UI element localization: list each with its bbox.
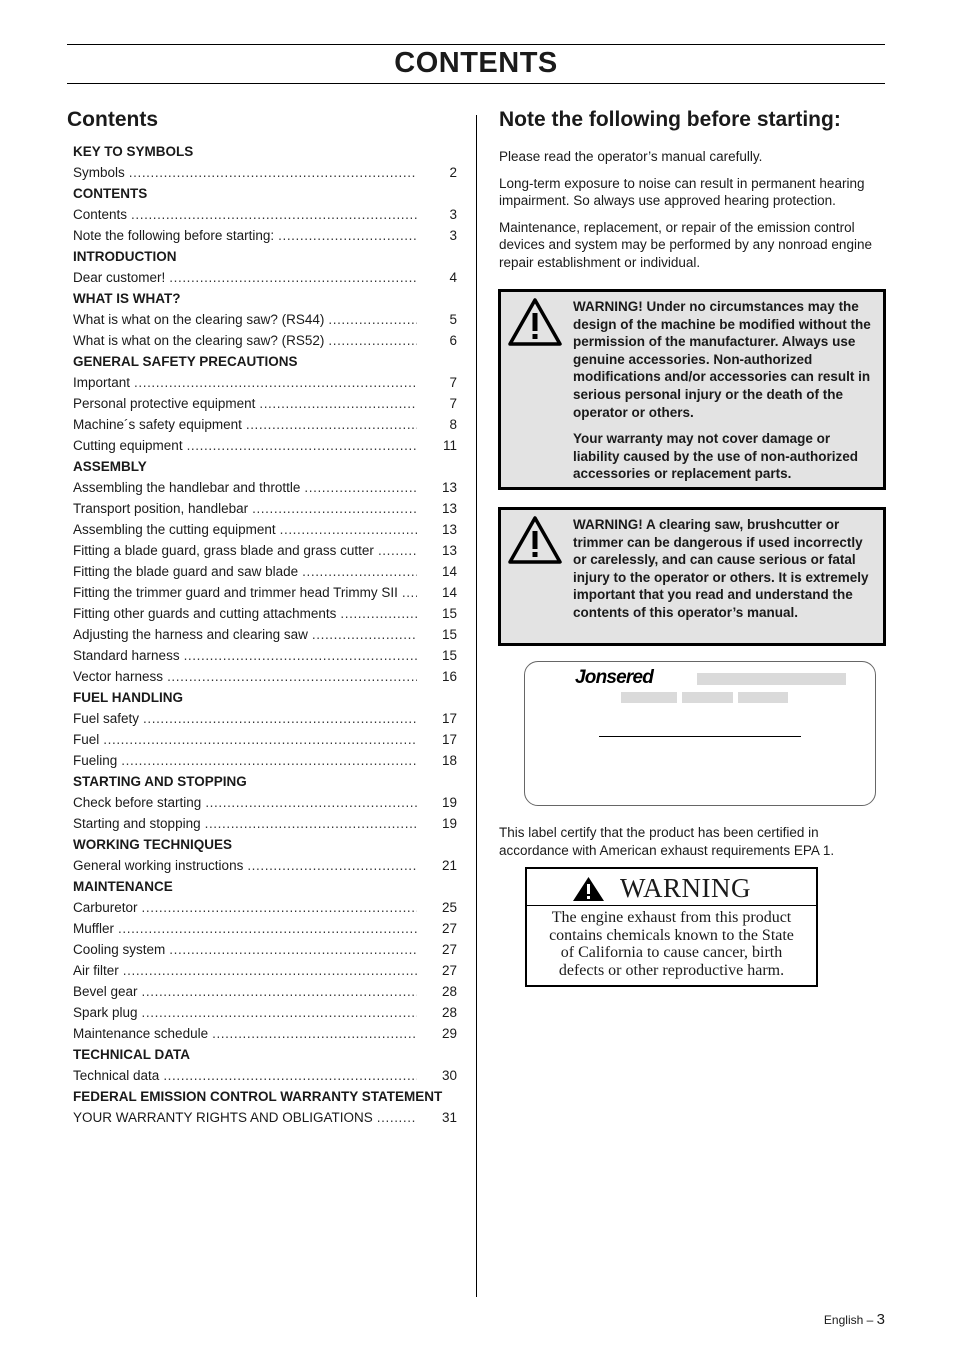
toc-entry-title: Fitting the trimmer guard and trimmer head Trimmy SII: [73, 585, 398, 600]
toc-entry-title: Assembling the cutting equipment: [73, 522, 276, 537]
toc-leader-dots: [134, 375, 417, 391]
toc-entry: [73, 520, 457, 541]
toc-section-heading: KEY TO SYMBOLS: [73, 144, 194, 159]
toc-section-heading: FEDERAL EMISSION CONTROL WARRANTY STATEMENT: [73, 1089, 443, 1104]
warning-text: WARNING! Under no circumstances may the design of the machine be modified without the permission of the manufacturer. Always use genuine accessories. Non-authorized modifications and/or accessories can result in serious personal injury or the death of the operator or others.: [573, 299, 871, 420]
toc-page-number: 5: [449, 312, 457, 327]
toc-entry: [73, 751, 457, 772]
toc-page-number: 15: [441, 648, 457, 663]
toc-leader-dots: [142, 984, 417, 1000]
toc-entry-title: Starting and stopping: [73, 816, 201, 831]
toc-page-number: 14: [441, 564, 457, 579]
toc-entry-title: What is what on the clearing saw? (RS52): [73, 333, 325, 348]
toc-entry-title: What is what on the clearing saw? (RS44): [73, 312, 325, 327]
toc-page-number: 17: [441, 711, 457, 726]
toc-entry-title: Machine´s safety equipment: [73, 417, 242, 432]
certification-text: This label certify that the product has been certified in accordance with American exhaust requirements EPA 1.: [499, 825, 835, 858]
toc-entry: [73, 331, 457, 352]
toc-entry-title: Fueling: [73, 753, 118, 768]
toc-page-number: 25: [441, 900, 457, 915]
toc-leader-dots: [212, 1026, 417, 1042]
toc-leader-dots: [187, 438, 417, 454]
toc-page-number: 19: [441, 795, 457, 810]
toc-leader-dots: [103, 732, 417, 748]
toc-section-heading: STARTING AND STOPPING: [73, 774, 247, 789]
toc-entry: [73, 982, 457, 1003]
toc-entry-title: Standard harness: [73, 648, 180, 663]
warning-box-modification: [498, 289, 886, 490]
toc-page-number: 19: [441, 816, 457, 831]
toc-page-number: 27: [441, 942, 457, 957]
toc-entry-title: Cutting equipment: [73, 438, 183, 453]
warning-triangle-icon: [572, 876, 605, 902]
page-title: CONTENTS: [394, 47, 558, 79]
toc-leader-dots: [142, 1005, 417, 1021]
note-paragraph: Long-term exposure to noise can result in permanent hearing impairment. So always use approved hearing protection.: [499, 175, 865, 208]
toc-list: [73, 142, 457, 1129]
toc-leader-dots: [142, 900, 417, 916]
toc-entry-title: Muffler: [73, 921, 115, 936]
toc-leader-dots: [131, 207, 417, 223]
toc-entry: [73, 310, 457, 331]
toc-entry-title: Cooling system: [73, 942, 166, 957]
prop65-line: The engine exhaust from this product: [551, 909, 792, 926]
toc-entry: [73, 1024, 457, 1045]
prop65-title: WARNING: [620, 873, 751, 903]
signature-line: [599, 736, 801, 737]
toc-leader-dots: [377, 1110, 417, 1126]
toc-leader-dots: [259, 396, 417, 412]
prop65-warning-label: [525, 867, 818, 987]
toc-entry-title: Maintenance schedule: [73, 1026, 209, 1041]
warning-triangle-icon: [507, 515, 563, 565]
toc-entry: [73, 1108, 457, 1129]
toc-leader-dots: [184, 648, 417, 664]
toc-leader-dots: [402, 585, 417, 601]
column-divider: [476, 115, 477, 1297]
toc-entry-title: Adjusting the harness and clearing saw: [73, 627, 308, 642]
toc-entry: [73, 730, 457, 751]
toc-entry-title: Symbols: [73, 165, 125, 180]
toc-entry: [73, 898, 457, 919]
warning-triangle-icon: [507, 297, 563, 347]
toc-page-number: 17: [441, 732, 457, 747]
toc-leader-dots: [205, 795, 417, 811]
toc-leader-dots: [118, 921, 417, 937]
prop65-line: contains chemicals known to the State: [549, 926, 794, 944]
toc-entry: [73, 919, 457, 940]
toc-leader-dots: [278, 228, 417, 244]
toc-entry-title: General working instructions: [73, 858, 244, 873]
toc-entry: [73, 205, 457, 226]
prop65-line: defects or other reproductive harm.: [558, 961, 785, 979]
toc-entry-title: Air filter: [73, 963, 119, 978]
toc-page-number: 6: [449, 333, 457, 348]
toc-entry-title: Check before starting: [73, 795, 202, 810]
toc-entry: [73, 226, 457, 247]
toc-entry-title: Fitting other guards and cutting attachments: [73, 606, 337, 621]
toc-page-number: 27: [441, 921, 457, 936]
toc-page-number: 31: [441, 1110, 457, 1125]
label-field-bar: [682, 692, 733, 703]
toc-leader-dots: [143, 711, 417, 727]
toc-leader-dots: [163, 1068, 417, 1084]
toc-page-number: 14: [441, 585, 457, 600]
toc-page-number: 2: [449, 165, 457, 180]
toc-leader-dots: [167, 669, 417, 685]
toc-section-heading: GENERAL SAFETY PRECAUTIONS: [73, 354, 298, 369]
toc-page-number: 15: [441, 627, 457, 642]
toc-page-number: 28: [441, 984, 457, 999]
toc-entry-title: Spark plug: [73, 1005, 138, 1020]
toc-entry-title: YOUR WARRANTY RIGHTS AND OBLIGATIONS: [73, 1110, 373, 1125]
footer-separator: –: [866, 1313, 874, 1327]
toc-entry: [73, 961, 457, 982]
toc-page-number: 15: [441, 606, 457, 621]
toc-entry-title: Fitting a blade guard, grass blade and grass cutter: [73, 543, 374, 558]
toc-entry: [73, 268, 457, 289]
toc-entry-title: Technical data: [73, 1068, 160, 1083]
toc-page-number: 13: [441, 501, 457, 516]
toc-entry-title: Fitting the blade guard and saw blade: [73, 564, 299, 579]
toc-leader-dots: [312, 627, 417, 643]
toc-leader-dots: [304, 480, 417, 496]
toc-entry-title: Fuel: [73, 732, 100, 747]
toc-section-heading: INTRODUCTION: [73, 249, 177, 264]
page-number: 3: [876, 1311, 885, 1328]
toc-page-number: 30: [441, 1068, 457, 1083]
warning-text: WARNING! A clearing saw, brushcutter or trimmer can be dangerous if used incorrectly or carelessly, and can cause serious or fatal injury to the operator or others. It is extremely important that you read and understand the contents of this operator’s manual.: [573, 517, 869, 620]
emission-label: [524, 661, 876, 806]
toc-entry: [73, 1003, 457, 1024]
toc-leader-dots: [129, 165, 417, 181]
toc-entry-title: Personal protective equipment: [73, 396, 256, 411]
toc-page-number: 16: [441, 669, 457, 684]
toc-page-number: 28: [441, 1005, 457, 1020]
toc-section-heading: WORKING TECHNIQUES: [73, 837, 233, 852]
prop65-line: of California to cause cancer, birth: [560, 944, 783, 961]
toc-leader-dots: [340, 606, 417, 622]
toc-leader-dots: [169, 270, 417, 286]
toc-entry: [73, 940, 457, 961]
toc-leader-dots: [121, 753, 417, 769]
toc-entry: [73, 415, 457, 436]
toc-section-heading: TECHNICAL DATA: [73, 1047, 190, 1062]
toc-entry: [73, 436, 457, 457]
toc-entry: [73, 478, 457, 499]
toc-section-heading: ASSEMBLY: [73, 459, 147, 474]
toc-entry-title: Note the following before starting:: [73, 228, 275, 243]
toc-entry-title: Assembling the handlebar and throttle: [73, 480, 301, 495]
toc-leader-dots: [252, 501, 417, 517]
toc-section-heading: FUEL HANDLING: [73, 690, 183, 705]
toc-entry: [73, 604, 457, 625]
toc-page-number: 21: [441, 858, 457, 873]
toc-page-number: 29: [441, 1026, 457, 1041]
toc-entry: [73, 541, 457, 562]
toc-page-number: 7: [449, 396, 457, 411]
toc-page-number: 13: [441, 522, 457, 537]
toc-page-number: 13: [441, 480, 457, 495]
toc-heading: Contents: [67, 108, 158, 131]
page-footer: [824, 1311, 885, 1329]
toc-entry: [73, 709, 457, 730]
toc-page-number: 13: [441, 543, 457, 558]
toc-leader-dots: [302, 564, 417, 580]
note-heading: Note the following before starting:: [499, 108, 841, 131]
toc-entry-title: Important: [73, 375, 131, 390]
label-field-bar: [738, 692, 788, 703]
toc-leader-dots: [328, 333, 417, 349]
toc-entry-title: Bevel gear: [73, 984, 138, 999]
toc-entry: [73, 625, 457, 646]
toc-page-number: 18: [441, 753, 457, 768]
toc-entry: [73, 1066, 457, 1087]
toc-leader-dots: [378, 543, 417, 559]
toc-entry: [73, 373, 457, 394]
toc-entry-title: Transport position, handlebar: [73, 501, 249, 516]
toc-entry-title: Carburetor: [73, 900, 138, 915]
toc-entry-title: Contents: [73, 207, 128, 222]
toc-entry-title: Dear customer!: [73, 270, 166, 285]
toc-entry: [73, 667, 457, 688]
table-of-contents: [67, 106, 457, 1129]
toc-entry: [73, 163, 457, 184]
toc-entry-title: Fuel safety: [73, 711, 140, 726]
toc-page-number: 3: [449, 207, 457, 222]
toc-entry: [73, 499, 457, 520]
toc-page-number: 8: [449, 417, 457, 432]
toc-entry: [73, 856, 457, 877]
note-section: [499, 106, 889, 280]
brand-logo: Jonsered: [575, 667, 654, 688]
toc-page-number: 11: [442, 438, 457, 453]
toc-leader-dots: [123, 963, 417, 979]
toc-entry: [73, 394, 457, 415]
footer-language: English: [823, 1313, 864, 1327]
label-field-bar: [621, 692, 677, 703]
toc-entry-title: Vector harness: [73, 669, 164, 684]
note-paragraph: Maintenance, replacement, or repair of the emission control devices and system may be performed by any nonroad engine repair establishment or individual.: [499, 219, 872, 270]
toc-page-number: 4: [449, 270, 457, 285]
toc-section-heading: WHAT IS WHAT?: [73, 291, 181, 306]
toc-page-number: 7: [449, 375, 457, 390]
toc-entry: [73, 814, 457, 835]
note-paragraph: Please read the operator’s manual carefully.: [499, 149, 763, 164]
toc-leader-dots: [280, 522, 417, 538]
toc-entry: [73, 646, 457, 667]
warning-text: Your warranty may not cover damage or liability caused by the use of non-authorized accessories or replacement parts.: [573, 431, 859, 482]
toc-page-number: 27: [441, 963, 457, 978]
toc-leader-dots: [247, 858, 417, 874]
toc-entry: [73, 583, 457, 604]
toc-leader-dots: [246, 417, 417, 433]
toc-leader-dots: [205, 816, 417, 832]
toc-section-heading: MAINTENANCE: [73, 879, 173, 894]
toc-leader-dots: [169, 942, 417, 958]
label-field-bar: [697, 673, 846, 685]
page-header: [67, 44, 885, 84]
toc-leader-dots: [328, 312, 417, 328]
toc-entry: [73, 793, 457, 814]
warning-box-danger: [498, 507, 886, 646]
toc-page-number: 3: [449, 228, 457, 243]
toc-entry: [73, 562, 457, 583]
toc-section-heading: CONTENTS: [73, 186, 148, 201]
